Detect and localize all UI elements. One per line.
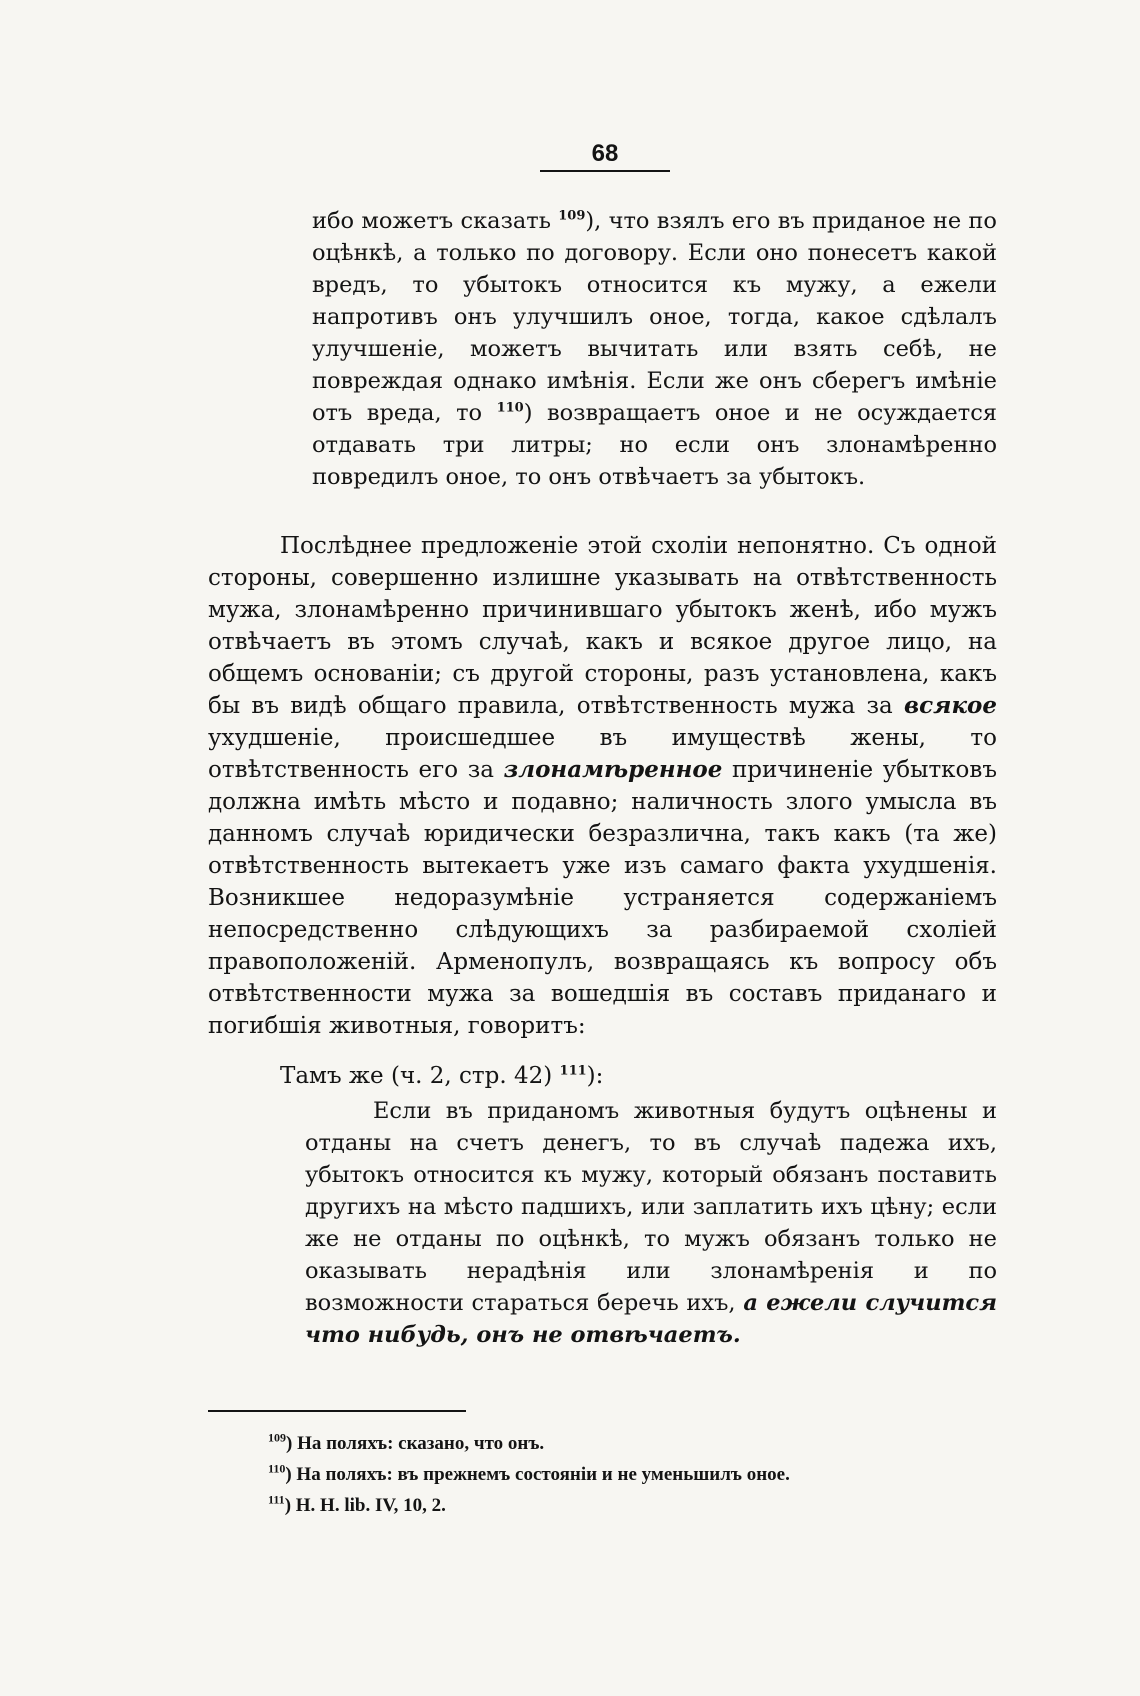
main-text-c: причиненіе убытковъ должна имѣть мѣсто и подавно; наличность злого умысла въ данномъ случаѣ юридически безразлична, такъ какъ (та же) отвѣтственность вытекаетъ уже изъ самаго факта ухудшенія. Возникшее недоразумѣніе устраняется содержаніемъ непосредственно слѣдующихъ за разбираемой схоліей правоположеній. Арменопулъ, возвращаясь къ вопросу объ отвѣтственности мужа за вошедшія въ составъ приданаго и погибшія животныя, говоритъ:: [208, 757, 997, 1039]
quote2-text-a: Если въ приданомъ животныя будутъ оцѣнены и отданы на счетъ денегъ, то въ случаѣ падежа ихъ, убытокъ относится къ мужу, который обязанъ поставить другихъ на мѣсто падшихъ, или заплатить ихъ цѣну; если же не отданы по оцѣнкѣ, то мужъ обязанъ только не оказывать нерадѣнія или злонамѣренія и по возможности стараться беречь ихъ,: [305, 1098, 997, 1316]
main-text-b: ухудшеніе, происшедшее въ имуществѣ жены, то отвѣтственность его за: [208, 725, 997, 783]
footnote-ref-110[interactable]: 110: [496, 400, 524, 416]
main-emphasis-b: злонамѣренное: [503, 756, 723, 783]
main-emphasis-a: всякое: [904, 692, 997, 719]
main-paragraph-body: [208, 530, 997, 1042]
quote1-text-b: ), что взялъ его въ приданое не по оцѣнкѣ, а только по договору. Если оно понесетъ какой вредъ, то убытокъ относится къ мужу, а ежели напротивъ онъ улучшилъ оное, тогда, какое сдѣлалъ улучшеніе, можетъ вычитать или взять себѣ, не повреждая однако имѣнія. Если же онъ сберегъ имѣніе отъ вреда, то: [312, 208, 997, 426]
quote2-body: [305, 1095, 997, 1351]
quote1-text-c: ) возвращаетъ оное и не осуждается отдавать три литры; но если онъ злонамѣренно повредилъ оное, то онъ отвѣчаетъ за убытокъ.: [312, 400, 997, 490]
footnote-text: ) На поляхъ: сказано, что онъ.: [286, 1433, 545, 1454]
main-text-a: Послѣднее предложеніе этой схоліи непонятно. Съ одной стороны, совершенно излишне указывать на отвѣтственность мужа, злонамѣренно причинившаго убытокъ женѣ, ибо мужъ отвѣчаетъ въ этомъ случаѣ, какъ и всякое другое лицо, на общемъ основаніи; съ другой стороны, разъ установлена, какъ бы въ видѣ общаго правила, отвѣтственность мужа за: [208, 533, 997, 719]
footnote-separator: [208, 1410, 466, 1412]
intro-text-a: Тамъ же (ч. 2, стр. 42): [280, 1063, 560, 1089]
quoted-passage-1: [312, 205, 997, 493]
footnote-text: ) Н. Н. lib. IV, 10, 2.: [284, 1495, 446, 1516]
footnote-ref-111[interactable]: 111: [559, 1063, 587, 1079]
footnote-text: ) На поляхъ: въ прежнемъ состояніи и не уменьшилъ оное.: [285, 1464, 790, 1485]
quoted-passage-2: [305, 1095, 997, 1351]
quote2-emphasis: а ежели случится что нибудь, онъ не отвѣчаетъ.: [305, 1290, 997, 1348]
footnote-110: [268, 1459, 1028, 1490]
footnote-mark: 111: [268, 1492, 285, 1507]
footnote-109: [268, 1428, 1028, 1459]
main-paragraph: [208, 530, 997, 1042]
footnotes: [268, 1428, 1028, 1521]
footnote-111: [268, 1490, 1028, 1521]
footnote-ref-109[interactable]: 109: [558, 208, 586, 224]
footnote-mark: 109: [268, 1430, 286, 1445]
footnote-mark: 110: [268, 1461, 286, 1476]
page-number: 68: [591, 140, 619, 167]
intro-text-b: ):: [586, 1063, 604, 1089]
quote1-text-a: ибо можетъ сказать: [312, 208, 559, 234]
source-reference-line: [280, 1060, 603, 1092]
page-number-rule: [540, 170, 670, 172]
